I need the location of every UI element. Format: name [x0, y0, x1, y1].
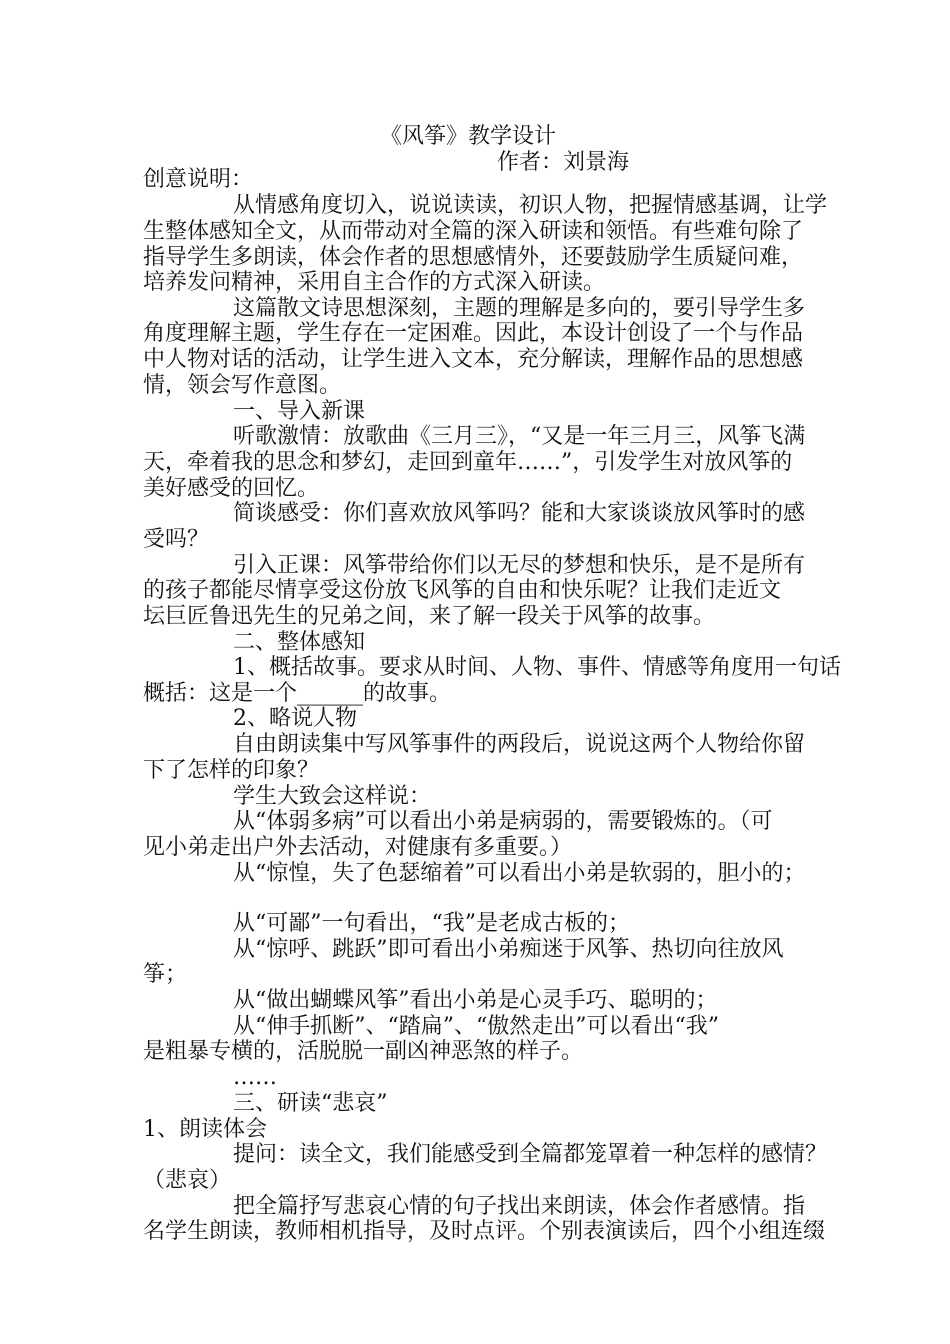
body-line: 从“可鄙”一句看出，“我”是老成古板的；: [233, 911, 630, 936]
body-line: 2、略说人物: [233, 706, 357, 731]
body-line: 美好感受的回忆。: [143, 476, 320, 501]
body-line: 一、导入新课: [233, 399, 366, 424]
body-line: 二、整体感知: [233, 630, 366, 655]
body-line: 从“做出蝴蝶风筝”看出小弟是心灵手巧、聪明的；: [233, 988, 718, 1013]
body-line: 这篇散文诗思想深刻，主题的理解是多向的，要引导学生多: [233, 296, 806, 321]
body-line: 筝；: [143, 962, 188, 987]
body-line: 从“伸手抓断”、“踏扁”、“傲然走出”可以看出“我”: [233, 1014, 719, 1039]
body-line: 从情感角度切入，说说读读，初识人物，把握情感基调，让学: [233, 193, 828, 218]
body-line: 创意说明：: [143, 167, 254, 192]
document-author: 作者：刘景海: [497, 150, 630, 175]
body-line: 从“惊呼、跳跃”即可看出小弟痴迷于风筝、热切向往放风: [233, 937, 784, 962]
body-line: 中人物对话的活动，让学生进入文本，充分解读，理解作品的思想感: [143, 347, 804, 372]
body-line: 名学生朗读，教师相机指导，及时点评。个别表演读后，四个小组连缀: [143, 1219, 826, 1244]
body-line: 指导学生多朗读，体会作者的思想感情外，还要鼓励学生质疑问难，: [143, 245, 804, 270]
body-line: 概括：这是一个______的故事。: [143, 681, 452, 706]
document-title: 《风筝》教学设计: [380, 124, 557, 149]
body-line: 情，领会写作意图。: [143, 373, 342, 398]
body-line: ……: [233, 1065, 277, 1090]
body-line: 培养发问精神，采用自主合作的方式深入研读。: [143, 270, 606, 295]
body-line: 听歌激情：放歌曲《三月三》，“又是一年三月三，风筝飞满: [233, 424, 806, 449]
body-line: 简谈感受：你们喜欢放风筝吗？能和大家谈谈放风筝时的感: [233, 501, 806, 526]
body-line: 是粗暴专横的，活脱脱一副凶神恶煞的样子。: [143, 1039, 584, 1064]
body-line: 的孩子都能尽情享受这份放飞风筝的自由和快乐呢？让我们走近文: [143, 578, 782, 603]
body-line: 1、概括故事。要求从时间、人物、事件、情感等角度用一句话: [233, 655, 841, 680]
body-line: 把全篇抒写悲哀心情的句子找出来朗读，体会作者感情。指: [233, 1194, 806, 1219]
body-line: 受吗？: [143, 527, 210, 552]
body-line: 自由朗读集中写风筝事件的两段后，说说这两个人物给你留: [233, 732, 806, 757]
body-line: 引入正课：风筝带给你们以无尽的梦想和快乐，是不是所有: [233, 553, 806, 578]
body-line: 天，牵着我的思念和梦幻，走回到童年……”，引发学生对放风筝的: [143, 450, 793, 475]
body-line: 从“体弱多病”可以看出小弟是病弱的，需要锻炼的。（可: [233, 809, 773, 834]
body-line: 三、研读“悲哀”: [233, 1091, 388, 1116]
body-line: 下了怎样的印象？: [143, 758, 320, 783]
body-line: 学生大致会这样说：: [233, 784, 432, 809]
body-line: 坛巨匠鲁迅先生的兄弟之间，来了解一段关于风筝的故事。: [143, 604, 716, 629]
body-line: 1、朗读体会: [143, 1117, 267, 1142]
body-line: 提问：读全文，我们能感受到全篇都笼罩着一种怎样的感情？: [233, 1142, 828, 1167]
body-line: 角度理解主题，学生存在一定困难。因此，本设计创设了一个与作品: [143, 321, 804, 346]
body-line: （悲哀）: [143, 1168, 232, 1193]
body-line: 见小弟走出户外去活动，对健康有多重要。）: [143, 835, 573, 860]
body-line: 从“惊惶，失了色瑟缩着”可以看出小弟是软弱的，胆小的；: [233, 861, 806, 886]
body-line: 生整体感知全文，从而带动对全篇的深入研读和领悟。有些难句除了: [143, 219, 804, 244]
